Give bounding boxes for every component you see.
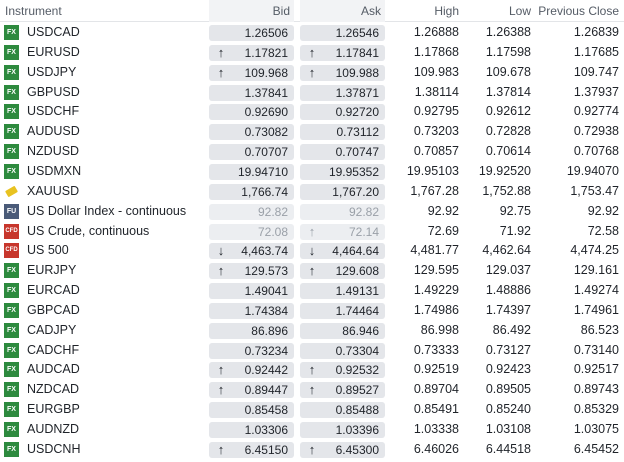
low-value: 1.37814 [485, 84, 531, 99]
high-value: 1.49229 [413, 283, 459, 298]
ask-price-value: 86.946 [342, 323, 379, 338]
ask-price-value: 0.73304 [335, 343, 379, 358]
arrow-up-icon: ↑ [308, 44, 316, 60]
instrument-name[interactable]: CADCHF [27, 342, 80, 357]
ask-price-button[interactable] [300, 144, 385, 160]
bid-price-value: 92.82 [257, 204, 288, 219]
instrument-name[interactable]: GBPCAD [27, 302, 80, 317]
arrow-up-icon: ↑ [217, 441, 225, 457]
fx-instrument-icon: FX [4, 144, 19, 159]
column-header-high[interactable]: High [434, 4, 459, 18]
instrument-name[interactable]: US Dollar Index - continuous [27, 203, 187, 218]
table-row[interactable] [0, 261, 624, 281]
bid-price-value: 72.08 [257, 224, 288, 239]
ask-price-button[interactable] [300, 65, 385, 81]
ask-price-button[interactable] [300, 303, 385, 319]
bid-price-value: 86.896 [251, 323, 288, 338]
previous-close-value: 1.74961 [573, 302, 619, 317]
fx-instrument-icon: FX [4, 124, 19, 139]
bid-price-value: 0.92442 [244, 363, 288, 378]
low-value: 1.03108 [485, 422, 531, 436]
ask-price-button[interactable] [300, 402, 385, 418]
previous-close-value: 72.58 [587, 223, 619, 238]
table-header [0, 0, 624, 22]
previous-close-value: 19.94070 [566, 163, 619, 178]
ask-price-button[interactable] [300, 104, 385, 120]
ask-price-value: 4,464.64 [332, 244, 379, 259]
low-value: 1.48886 [485, 283, 531, 298]
previous-close-value: 109.747 [573, 64, 619, 79]
ask-price-button[interactable] [300, 382, 385, 398]
ask-price-value: 0.73112 [336, 125, 379, 140]
table-row[interactable] [0, 202, 624, 222]
instrument-name[interactable]: CADJPY [27, 322, 77, 337]
ask-price-value: 0.70747 [335, 145, 379, 160]
high-value: 92.92 [427, 203, 459, 218]
bid-price-value: 1.17821 [244, 45, 288, 60]
table-row[interactable] [0, 420, 624, 440]
bid-price-value: 1.26506 [244, 26, 288, 40]
high-value: 129.595 [413, 263, 459, 278]
instrument-name[interactable]: EURGBP [27, 402, 80, 417]
high-value: 86.998 [420, 322, 459, 337]
bid-price-button[interactable] [209, 45, 294, 61]
low-value: 0.73127 [485, 342, 531, 357]
high-value: 0.85491 [413, 402, 459, 417]
table-row[interactable] [0, 63, 624, 83]
ask-price-value: 92.82 [348, 204, 379, 219]
cfd-instrument-icon: CFD [4, 243, 19, 258]
bid-price-button[interactable] [209, 422, 294, 438]
high-value: 19.95103 [406, 163, 459, 178]
ask-price-button[interactable] [300, 442, 385, 458]
arrow-up-icon: ↑ [217, 362, 225, 378]
arrow-up-icon: ↑ [308, 441, 316, 457]
ask-price-button[interactable] [300, 85, 385, 101]
previous-close-value: 0.92517 [573, 362, 619, 377]
bid-price-button[interactable] [209, 303, 294, 319]
bid-price-button[interactable] [209, 104, 294, 120]
table-row[interactable] [0, 23, 624, 43]
bid-price-value: 109.968 [244, 65, 288, 80]
instrument-name[interactable]: USDMXN [27, 163, 82, 178]
table-row[interactable] [0, 281, 624, 301]
low-value: 0.85240 [485, 402, 531, 417]
bid-price-button[interactable] [209, 184, 294, 200]
previous-close-value: 0.92774 [573, 104, 619, 119]
low-value: 0.70614 [485, 144, 531, 159]
low-value: 1,752.88 [482, 183, 531, 198]
arrow-up-icon: ↑ [308, 64, 316, 80]
instrument-name[interactable]: NZDUSD [27, 144, 80, 159]
fx-instrument-icon: FX [4, 65, 19, 80]
bid-price-value: 1.37841 [244, 85, 288, 100]
high-value: 1.74986 [413, 302, 459, 317]
table-row[interactable] [0, 222, 624, 242]
fx-instrument-icon: FX [4, 25, 19, 40]
instrument-name[interactable]: AUDUSD [27, 124, 80, 139]
instrument-name[interactable]: EURCAD [27, 283, 80, 298]
previous-close-value: 129.161 [573, 263, 619, 278]
ask-price-value: 0.85488 [335, 403, 379, 418]
instrument-name[interactable]: GBPUSD [27, 84, 80, 99]
table-row[interactable] [0, 162, 624, 182]
bid-price-value: 1.49041 [244, 284, 288, 299]
fx-instrument-icon: FX [4, 422, 19, 437]
instrument-name[interactable]: EURJPY [27, 263, 77, 278]
instrument-name[interactable]: AUDCAD [27, 362, 80, 377]
fx-instrument-icon: FX [4, 402, 19, 417]
low-value: 1.26388 [485, 25, 531, 39]
instrument-name[interactable]: AUDNZD [27, 422, 80, 436]
fx-instrument-icon: FX [4, 283, 19, 298]
bid-price-button[interactable] [209, 224, 294, 240]
ask-price-value: 1.37871 [335, 85, 379, 100]
high-value: 109.983 [413, 64, 459, 79]
cfd-instrument-icon: CFD [4, 224, 19, 239]
previous-close-value: 0.72938 [573, 124, 619, 139]
high-value: 1.03338 [413, 422, 459, 436]
low-value: 71.92 [499, 223, 531, 238]
bid-price-value: 1.74384 [244, 303, 288, 318]
column-header-low[interactable]: Low [508, 4, 531, 18]
bid-price-button[interactable] [209, 323, 294, 339]
arrow-down-icon: ↓ [217, 243, 225, 259]
low-value: 6.44518 [485, 441, 531, 456]
instrument-name[interactable]: EURUSD [27, 44, 80, 59]
high-value: 0.73333 [413, 342, 459, 357]
arrow-up-icon: ↑ [217, 382, 225, 398]
instrument-name[interactable]: USDCAD [27, 25, 80, 39]
fx-instrument-icon: FX [4, 45, 19, 60]
instrument-name[interactable]: US 500 [27, 243, 69, 258]
ask-price-button[interactable] [300, 184, 385, 200]
high-value: 0.73203 [413, 124, 459, 139]
high-value: 0.92795 [413, 104, 459, 119]
fu-instrument-icon: FU [4, 204, 19, 219]
ask-price-value: 19.95352 [328, 164, 379, 179]
column-header-bid[interactable]: Bid [209, 0, 294, 22]
ask-price-button[interactable] [300, 283, 385, 299]
table-row[interactable] [0, 400, 624, 420]
high-value: 1.26888 [413, 25, 459, 39]
ask-price-value: 0.92532 [335, 363, 379, 378]
previous-close-value: 1.03075 [573, 422, 619, 436]
bid-price-button[interactable] [209, 442, 294, 458]
bid-price-button[interactable] [209, 243, 294, 259]
low-value: 0.92423 [485, 362, 531, 377]
ask-price-value: 1.17841 [335, 45, 379, 60]
arrow-up-icon: ↑ [217, 263, 225, 279]
ask-price-button[interactable] [300, 243, 385, 259]
high-value: 0.89704 [413, 382, 459, 397]
column-header-instrument[interactable]: Instrument [5, 4, 62, 18]
instrument-name[interactable]: USDCHF [27, 104, 80, 119]
bid-price-button[interactable] [209, 124, 294, 140]
table-row[interactable] [0, 341, 624, 361]
table-row[interactable] [0, 440, 624, 460]
column-header-ask[interactable]: Ask [300, 0, 385, 22]
table-row[interactable] [0, 321, 624, 341]
table-row[interactable] [0, 142, 624, 162]
arrow-up-icon: ↑ [308, 362, 316, 378]
ask-price-value: 1.03396 [335, 423, 379, 437]
bid-price-button[interactable] [209, 25, 294, 41]
high-value: 1.38114 [414, 84, 459, 99]
low-value: 0.92612 [485, 104, 531, 119]
low-value: 1.74397 [485, 302, 531, 317]
bid-price-value: 4,463.74 [241, 244, 288, 259]
bid-price-value: 1.03306 [244, 423, 288, 437]
previous-close-value: 1,753.47 [570, 183, 619, 198]
ask-price-button[interactable] [300, 343, 385, 359]
table-row[interactable] [0, 102, 624, 122]
ask-price-button[interactable] [300, 422, 385, 438]
bid-price-button[interactable] [209, 283, 294, 299]
high-value: 72.69 [427, 223, 459, 238]
high-value: 1.17868 [413, 44, 459, 59]
table-row[interactable] [0, 241, 624, 261]
bid-price-button[interactable] [209, 164, 294, 180]
bid-price-button[interactable] [209, 204, 294, 220]
table-row[interactable] [0, 122, 624, 142]
fx-instrument-icon: FX [4, 303, 19, 318]
table-row[interactable] [0, 83, 624, 103]
previous-close-value: 1.17685 [573, 44, 619, 59]
instrument-name[interactable]: US Crude, continuous [27, 223, 150, 238]
fx-instrument-icon: FX [4, 382, 19, 397]
arrow-up-icon: ↑ [308, 223, 316, 239]
bid-price-value: 0.89447 [244, 383, 288, 398]
previous-close-value: 0.89743 [573, 382, 619, 397]
bid-price-value: 6.45150 [244, 442, 288, 457]
fx-instrument-icon: FX [4, 104, 19, 119]
arrow-up-icon: ↑ [308, 263, 316, 279]
low-value: 129.037 [485, 263, 531, 278]
ask-price-button[interactable] [300, 323, 385, 339]
low-value: 86.492 [492, 322, 531, 337]
bid-price-button[interactable] [209, 144, 294, 160]
previous-close-value: 86.523 [580, 322, 619, 337]
fx-instrument-icon: FX [4, 263, 19, 278]
ask-price-value: 129.608 [335, 264, 379, 279]
table-row[interactable] [0, 301, 624, 321]
low-value: 19.92520 [478, 163, 531, 178]
bid-price-value: 19.94710 [237, 164, 288, 179]
bid-price-button[interactable] [209, 85, 294, 101]
bid-price-button[interactable] [209, 362, 294, 378]
ask-price-value: 6.45300 [335, 442, 379, 457]
previous-close-value: 0.70768 [573, 144, 619, 159]
ask-price-button[interactable] [300, 204, 385, 220]
previous-close-value: 6.45452 [573, 441, 619, 456]
previous-close-value: 1.49274 [573, 283, 619, 298]
high-value: 1,767.28 [410, 183, 459, 198]
ask-price-value: 1.49131 [335, 284, 379, 299]
ask-price-button[interactable] [300, 164, 385, 180]
instrument-name[interactable]: XAUUSD [27, 183, 80, 198]
fx-instrument-icon: FX [4, 343, 19, 358]
low-value: 1.17598 [485, 44, 531, 59]
instrument-name[interactable]: USDCNH [27, 441, 81, 456]
ask-price-value: 0.89527 [335, 383, 379, 398]
bid-price-value: 0.92690 [244, 105, 288, 120]
ask-price-value: 1.26546 [335, 26, 379, 40]
table-row[interactable] [0, 43, 624, 63]
ask-price-button[interactable] [300, 25, 385, 41]
bid-price-value: 0.73234 [244, 343, 288, 358]
instrument-name[interactable]: NZDCAD [27, 382, 80, 397]
low-value: 0.72828 [485, 124, 531, 139]
table-row[interactable] [0, 380, 624, 400]
table-row[interactable] [0, 360, 624, 380]
low-value: 92.75 [499, 203, 531, 218]
ask-price-button[interactable] [300, 362, 385, 378]
bid-price-value: 0.85458 [244, 403, 288, 418]
ask-price-value: 109.988 [335, 65, 379, 80]
ask-price-value: 1.74464 [335, 303, 379, 318]
ask-price-button[interactable] [300, 45, 385, 61]
bid-price-button[interactable] [209, 402, 294, 418]
bid-price-value: 0.70707 [244, 145, 288, 160]
fx-instrument-icon: FX [4, 323, 19, 338]
ask-price-button[interactable] [300, 263, 385, 279]
bid-price-button[interactable] [209, 65, 294, 81]
low-value: 0.89505 [485, 382, 531, 397]
ask-price-value: 1,767.20 [332, 184, 379, 199]
previous-close-value: 92.92 [587, 203, 619, 218]
fx-instrument-icon: FX [4, 85, 19, 100]
bid-price-value: 0.73082 [244, 125, 288, 140]
previous-close-value: 1.26839 [573, 25, 619, 39]
column-header-previous-close[interactable]: Previous Close [538, 4, 619, 18]
arrow-down-icon: ↓ [308, 243, 316, 259]
bid-price-value: 1,766.74 [241, 184, 288, 199]
high-value: 0.70857 [413, 144, 459, 159]
high-value: 6.46026 [413, 441, 459, 456]
gold-instrument-icon [4, 184, 19, 199]
arrow-up-icon: ↑ [217, 44, 225, 60]
ask-price-value: 72.14 [348, 224, 379, 239]
previous-close-value: 0.85329 [573, 402, 619, 417]
low-value: 4,462.64 [482, 243, 531, 258]
bid-price-button[interactable] [209, 263, 294, 279]
fx-instrument-icon: FX [4, 164, 19, 179]
low-value: 109.678 [485, 64, 531, 79]
high-value: 4,481.77 [410, 243, 459, 258]
arrow-up-icon: ↑ [217, 64, 225, 80]
ask-price-value: 0.92720 [335, 105, 379, 120]
previous-close-value: 0.73140 [573, 342, 619, 357]
ask-price-button[interactable] [300, 124, 385, 140]
bid-price-button[interactable] [209, 382, 294, 398]
high-value: 0.92519 [413, 362, 459, 377]
fx-instrument-icon: FX [4, 362, 19, 377]
ask-price-button[interactable] [300, 224, 385, 240]
previous-close-value: 1.37937 [573, 84, 619, 99]
previous-close-value: 4,474.25 [570, 243, 619, 258]
table-row[interactable] [0, 182, 624, 202]
arrow-up-icon: ↑ [308, 382, 316, 398]
bid-price-value: 129.573 [244, 264, 288, 279]
bid-price-button[interactable] [209, 343, 294, 359]
instrument-name[interactable]: USDJPY [27, 64, 77, 79]
fx-instrument-icon: FX [4, 442, 19, 457]
